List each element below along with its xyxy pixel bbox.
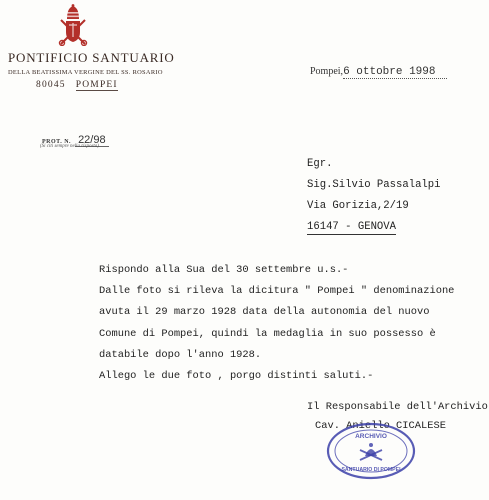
recipient-address [307,154,441,238]
body-line: Rispondo alla Sua del 30 settembre u.s.- [99,264,349,276]
protocol-label: PROT. N. [42,139,72,145]
body-line: databile dopo l'anno 1928. [99,348,262,361]
recipient-salutation: Egr. [307,158,333,170]
postcode: 80045 [36,80,66,90]
body-line: Dalle foto si rileva la dicitura " Pompei " denominazione [99,285,455,298]
protocol-note: (Si citi sempre nella risposta) [40,144,99,149]
body-line: Allego le due foto , porgo distinti saluti.- [99,369,374,382]
date-place: Pompei, [310,66,344,77]
archive-stamp-icon [326,420,416,482]
signature-role: Il Responsabile dell'Archivio [307,401,488,413]
letterhead-address [36,80,118,90]
recipient-street: Via Gorizia,2/19 [307,200,409,212]
recipient-city: 16147 - GENOVA [307,221,397,233]
body-line: avuta il 29 marzo 1928 data della autonomia del nuovo [99,306,430,319]
body-line: Comune di Pompei, quindi la medaglia in suo possesso è [99,327,436,340]
signature-name: Cav. Aniello CICALESE [315,420,446,432]
recipient-name: Sig.Silvio Passalalpi [307,179,441,191]
letterhead-title: PONTIFICIO SANTUARIO [8,50,175,65]
svg-text:ARCHIVIO: ARCHIVIO [355,433,387,440]
svg-text:SANTUARIO DI POMPEI: SANTUARIO DI POMPEI [341,467,401,473]
date-value: 6 ottobre 1998 [343,66,447,79]
protocol-value: 22/98 [75,134,109,147]
letter-date [310,66,447,78]
letterhead-city: POMPEI [75,80,118,90]
papal-coat-of-arms-icon [58,4,88,46]
letter-body [99,260,454,387]
letterhead-subtitle: DELLA BEATISSIMA VERGINE DEL SS. ROSARIO [8,69,163,76]
